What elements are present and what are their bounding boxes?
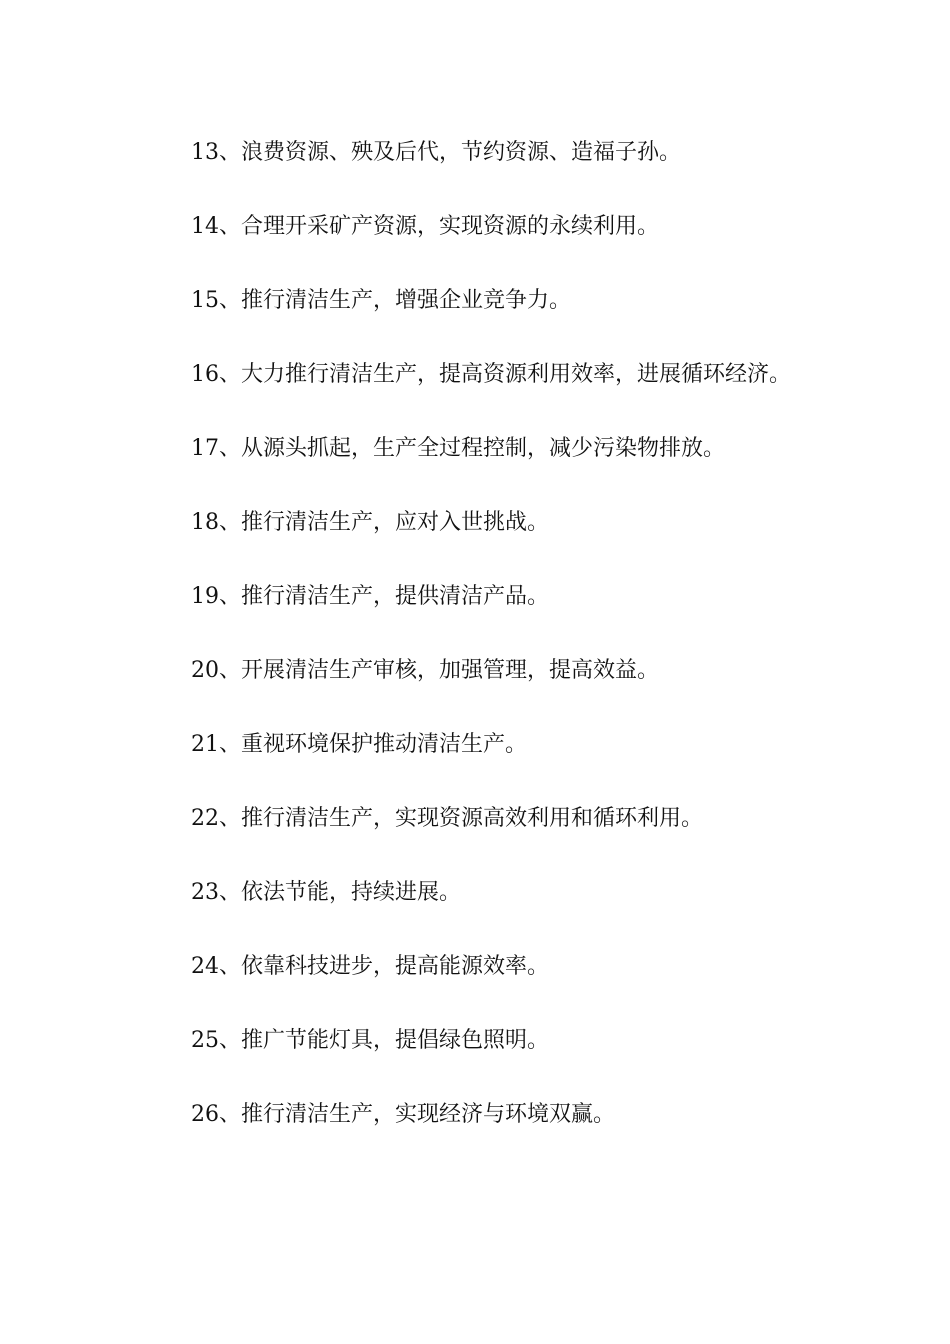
document-body	[143, 134, 808, 1170]
paragraph-16: 16、大力推行清洁生产，提高资源利用效率，进展循环经济。	[191, 362, 791, 387]
paragraph-25: 25、推广节能灯具，提倡绿色照明。	[191, 1028, 549, 1053]
paragraph-17: 17、从源头抓起，生产全过程控制，减少污染物排放。	[191, 436, 725, 461]
paragraph-26: 26、推行清洁生产，实现经济与环境双赢。	[191, 1102, 615, 1127]
paragraph-14: 14、合理开采矿产资源，实现资源的永续利用。	[191, 214, 659, 239]
paragraph-15: 15、推行清洁生产，增强企业竞争力。	[191, 288, 571, 313]
paragraph-20: 20、开展清洁生产审核，加强管理，提高效益。	[191, 658, 659, 683]
paragraph-24: 24、依靠科技进步，提高能源效率。	[191, 954, 549, 979]
paragraph-13: 13、浪费资源、殃及后代，节约资源、造福子孙。	[191, 140, 681, 165]
paragraph-19: 19、推行清洁生产，提供清洁产品。	[191, 584, 549, 609]
paragraph-21: 21、重视环境保护推动清洁生产。	[191, 732, 527, 757]
paragraph-22: 22、推行清洁生产，实现资源高效利用和循环利用。	[191, 806, 703, 831]
paragraph-18: 18、推行清洁生产，应对入世挑战。	[191, 510, 549, 535]
paragraph-23: 23、依法节能，持续进展。	[191, 880, 461, 905]
